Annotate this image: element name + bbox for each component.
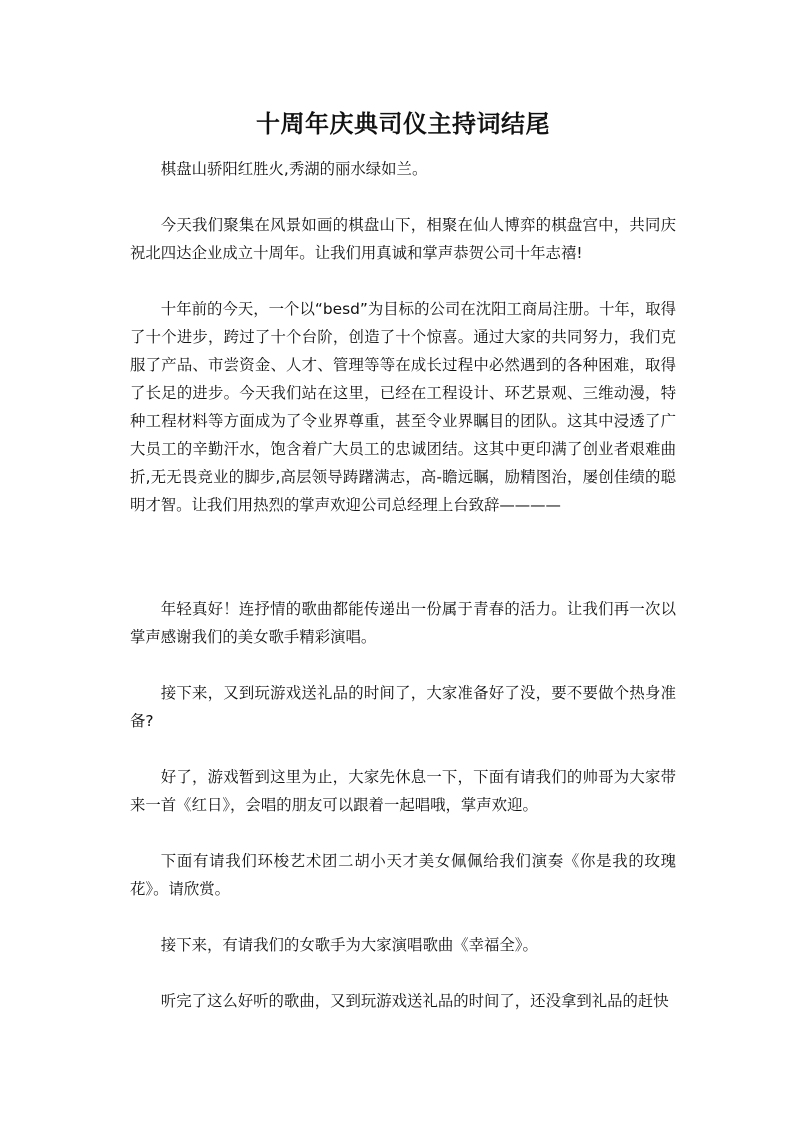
paragraph: 棋盘山骄阳红胜火,秀湖的丽水绿如兰。 [160,160,428,178]
paragraph: 接下来，有请我们的女歌手为大家演唱歌曲《幸福全》。 [160,936,538,954]
paragraph: 听完了这么好听的歌曲，又到玩游戏送礼品的时间了，还没拿到礼品的赶快 [160,992,669,1010]
paragraph: 今天我们聚集在风景如画的棋盘山下，相聚在仙人博弈的棋盘宫中，共同庆祝北四达企业成立十周年。让我们用真诚和掌声恭贺公司十年志禧! [130,216,676,262]
document-title: 十周年庆典司仪主持词结尾 [256,110,550,138]
document-page [130,107,676,1043]
paragraph: 年轻真好！连抒情的歌曲都能传递出一份属于青春的活力。让我们再一次以掌声感谢我们的美女歌手精彩演唱。 [130,600,676,646]
paragraph: 下面有请我们环梭艺术团二胡小天才美女佩佩给我们演奏《你是我的玫瑰花》。请欣赏。 [130,852,676,898]
paragraph: 接下来，又到玩游戏送礼品的时间了，大家准备好了没，要不要做个热身准备? [130,684,676,730]
paragraph: 十年前的今天，一个以“besd”为目标的公司在沈阳工商局注册。十年，取得了十个进步，跨过了十个台阶，创造了十个惊喜。通过大家的共同努力，我们克服了产品、市尝资金、人才、管理等等在成长过程中必然遇到的各种困难，取得了长足的进步。今天我们站在这里，已经在工程设计、环艺景观、三维动漫，特种工程材料等方面成为了令业界尊重，甚至令业界瞩目的团队。这其中浸透了广大员工的辛勤汗水，饱含着广大员工的忠诚团结。这其中更印满了创业者艰难曲折,无无畏竞业的脚步,高层领导踌躇满志，高-瞻远瞩，励精图治，屡创佳绩的聪明才智。让我们用热烈的掌声欢迎公司总经理上台致辞———— [130,300,676,514]
paragraph: 好了，游戏暂到这里为止，大家先休息一下，下面有请我们的帅哥为大家带来一首《红日》，会唱的朋友可以跟着一起唱哦，掌声欢迎。 [130,768,676,814]
